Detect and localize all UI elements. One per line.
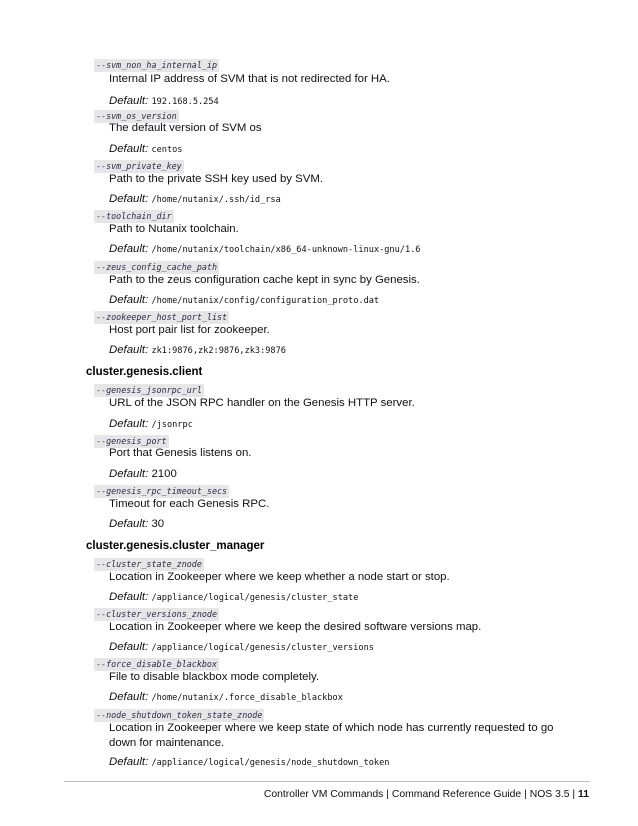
- default-label: Default:: [109, 418, 149, 430]
- default-value: /home/nutanix/config/configuration_proto.dat: [151, 296, 380, 306]
- default-value: 192.168.5.254: [151, 97, 219, 107]
- default-label: Default:: [109, 756, 149, 768]
- footer-rule: [64, 781, 590, 782]
- option-name: --node_shutdown_token_state_znode: [96, 710, 263, 720]
- option-default: [109, 756, 389, 768]
- default-label: Default:: [109, 518, 149, 530]
- option-description: The default version of SVM os: [109, 122, 262, 134]
- option-name: --force_disable_blackbox: [96, 659, 218, 669]
- option-default: [109, 294, 379, 306]
- section-heading: cluster.genesis.cluster_manager: [86, 540, 265, 552]
- default-label: Default:: [109, 193, 149, 205]
- option-name: --svm_os_version: [96, 111, 177, 121]
- option-description: File to disable blackbox mode completely.: [109, 671, 319, 683]
- default-label: Default:: [109, 691, 149, 703]
- option-default: [109, 591, 358, 603]
- option-name: --toolchain_dir: [96, 211, 172, 221]
- option-name: --svm_non_ha_internal_ip: [96, 60, 218, 70]
- default-value: /appliance/logical/genesis/cluster_versions: [151, 643, 374, 653]
- option-default: [109, 641, 374, 653]
- default-label: Default:: [109, 95, 149, 107]
- default-value: /home/nutanix/toolchain/x86_64-unknown-linux-gnu/1.6: [151, 245, 421, 255]
- default-value: /jsonrpc: [151, 420, 193, 430]
- option-name: --cluster_state_znode: [96, 559, 202, 569]
- option-name: --cluster_versions_znode: [96, 609, 218, 619]
- default-value: zk1:9876,zk2:9876,zk3:9876: [151, 346, 286, 356]
- option-description: Internal IP address of SVM that is not redirected for HA.: [109, 73, 390, 85]
- option-name: --zeus_config_cache_path: [96, 262, 218, 272]
- option-description: Path to the zeus configuration cache kept in sync by Genesis.: [109, 274, 420, 286]
- section-heading: cluster.genesis.client: [86, 366, 203, 378]
- option-default: [109, 468, 177, 480]
- footer-text: Controller VM Commands | Command Reference Guide | NOS 3.5 |: [263, 789, 576, 800]
- option-default: [109, 518, 164, 530]
- option-default: [109, 143, 182, 155]
- default-value: /appliance/logical/genesis/cluster_state: [151, 593, 359, 603]
- default-value: /appliance/logical/genesis/node_shutdown_token: [151, 758, 390, 768]
- option-name: --genesis_port: [96, 436, 167, 446]
- option-description: Host port pair list for zookeeper.: [109, 324, 270, 336]
- default-value: 2100: [151, 468, 177, 480]
- option-description: Path to the private SSH key used by SVM.: [109, 173, 323, 185]
- option-name: --svm_private_key: [96, 161, 182, 171]
- option-default: [109, 418, 193, 430]
- option-default: [109, 691, 343, 703]
- default-value: /home/nutanix/.force_disable_blackbox: [151, 693, 343, 703]
- option-description: Location in Zookeeper where we keep state of which node has currently requested to go down for maintenance.: [109, 722, 554, 749]
- option-description: Location in Zookeeper where we keep the desired software versions map.: [109, 621, 482, 633]
- default-value: 30: [151, 518, 165, 530]
- option-description: Timeout for each Genesis RPC.: [109, 498, 270, 510]
- option-default: [109, 243, 420, 255]
- option-default: [109, 193, 281, 205]
- option-name: --zookeeper_host_port_list: [96, 312, 228, 322]
- option-description: Path to Nutanix toolchain.: [109, 223, 239, 235]
- default-value: /home/nutanix/.ssh/id_rsa: [151, 195, 281, 205]
- page-footer: [264, 789, 589, 800]
- default-label: Default:: [109, 294, 149, 306]
- option-default: [109, 344, 286, 356]
- default-value: centos: [151, 145, 183, 155]
- default-label: Default:: [109, 344, 149, 356]
- default-label: Default:: [109, 591, 149, 603]
- option-name: --genesis_jsonrpc_url: [96, 385, 202, 395]
- default-label: Default:: [109, 143, 149, 155]
- page-number: 11: [578, 789, 589, 800]
- default-label: Default:: [109, 468, 149, 480]
- option-name: --genesis_rpc_timeout_secs: [96, 486, 228, 496]
- default-label: Default:: [109, 641, 149, 653]
- option-description: Location in Zookeeper where we keep whether a node start or stop.: [109, 571, 450, 583]
- option-description: Port that Genesis listens on.: [109, 447, 252, 459]
- option-default: [109, 95, 219, 107]
- default-label: Default:: [109, 243, 149, 255]
- option-description: URL of the JSON RPC handler on the Genesis HTTP server.: [109, 397, 415, 409]
